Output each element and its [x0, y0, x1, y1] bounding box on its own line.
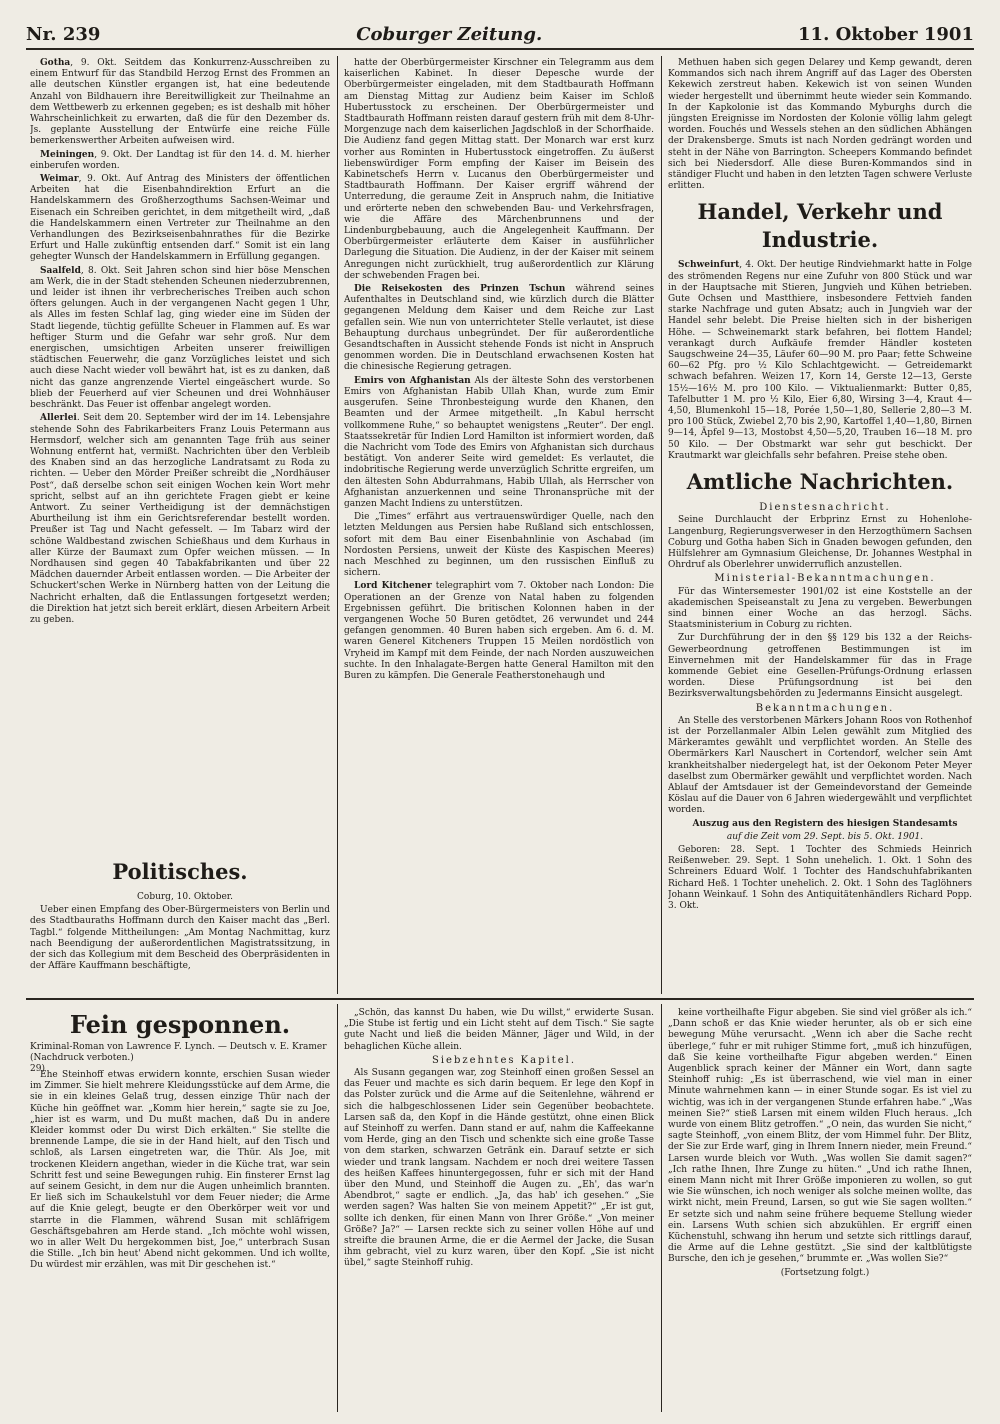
column-divider	[661, 56, 662, 994]
article-boer: Methuen haben sich gegen Delarey und Kemp gewandt, deren Kommandos sich nach ihrem Angriff auf das Lager des Obersten Kekewich zerstreut haben. Kekewich ist von seinen Wunden wieder hergestellt und übernimmt heute wieder sein Kommando. In der Kapkolonie ist das Kommando Myburghs durch die jüngsten Ereignisse im Nordosten der Kolonie völlig lahm gelegt worden. Fouchés und Wessels stehen an den südlichen Abhängen der Drakensberge. Smuts ist nach Norden gedrängt worden und steht in der Nähe von Barrington. Scheepers Kommando befindet sich bei Niedersdorf. Alle diese Buren-Kommandos sind in ständiger Flucht und haben in den letzten Tagen schwere Verluste erlitten.	[668, 58, 972, 192]
ministry-text-1: Für das Wintersemester 1901/02 ist eine Koststelle an der akademischen Speiseanstalt zu Jena zu vergeben. Bewerbungen sind binnen einer Woche an das herzogl. Sächs. Staatsministerium in Coburg zu richten.	[668, 586, 972, 631]
feuilleton-text-2: „Schön, das kannst Du haben, wie Du willst,“ erwiderte Susan. „Die Stube ist fertig und ein Licht steht auf dem Tisch.“ Sie sagte gute Nacht und ließ die beiden Männer, Jäger und Wild, in der behaglichen Küche allein.	[344, 1008, 654, 1052]
article-allerlei: Allerlei. Seit dem 20. September wird der im 14. Lebensjahre stehende Sohn des Fabrikarbeiters Franz Louis Petermann aus Hermsdorf, welcher sich am genannten Tage früh aus seiner Wohnung entfernt hat, vermißt. Nachrichten über den Verbleib des Knaben sind an das herzogliche Landratsamt zu Roda zu richten. — Ueber den Mörder Preißer schreibt die „Nordhäuser Post“, daß derselbe schon seit einigen Wochen kein Wort mehr spricht, selbst auf an ihn gerichtete Fragen giebt er keine Antwort. Zu seiner Vertheidigung ist der demnächstigen Aburtheilung ist ihm ein Gerichtsreferendar bestellt worden. Preußer ist Tag und Nacht gefesselt. — Im Tabarz wird der schöne Waldbestand zwischen Schießhaus und dem Kurhaus in aller Kürze der Baumaxt zum Opfer weichen müssen. — In Nordhausen sind gegen 40 Tabakfabrikanten und über 22 Mädchen dauernder Arbeit entlassen worden. — Die Arbeiter der Schuckert'schen Werke in Nürnberg hatten von der Leitung die Nachricht erhalten, daß die Entlassungen fortgesetzt werden; die Direktion hat jetzt sich bereit erklärt, diesen Arbeitern Arbeit zu geben.	[30, 413, 330, 625]
chapter-title: Siebzehntes Kapitel.	[431, 1054, 577, 1066]
article-tschun: Die Reisekosten des Prinzen Tschun während seines Aufenthaltes in Deutschland sind, wie kürzlich durch die Blätter gegangenen Meldung dem Kaiser und dem Reiche zur Last gefallen sein. Wie nun von unterrichteter Stelle verlautet, ist diese Behauptung durchaus unbegründet. Der für außerordentliche Gesandtschaften in Aussicht stehende Fonds ist nicht in Anspruch genommen worden. Die in Deutschland erwachsenen Kosten hat die chinesische Regierung getragen.	[344, 284, 654, 373]
ministry-text-2: Zur Durchführung der in den §§ 129 bis 132 a der Reichs-Gewerbeordnung getroffenen Bestimmungen ist im Einvernehmen mit der Handelskammer für das in Frage kommende Gebiet eine Gesellen-Prüfungs-Ordnung erlassen worden. Diese Prüfungsordnung ist bei den Bezirksverwaltungsbehörden zu Jedermanns Einsicht ausgelegt.	[668, 633, 972, 700]
issue-number: Nr. 239	[26, 23, 101, 45]
article-kitchener: Lord Kitchener telegraphirt vom 7. Oktober nach London: Die Operationen an der Grenze von Natal haben zu folgenden Ergebnissen geführt. Die britischen Kolonnen haben in der vergangenen Woche 50 Buren getödtet, 26 verwundet und 244 gefangen genommen. 40 Buren haben sich ergeben. Am 6. d. M. waren Generel Kitcheners Truppen 15 Meilen nordöstlich von Vryheid im Kampf mit dem Feinde, der nach Norden auszuweichen suchte. In den Inhalagate-Bergen hatte General Hamilton mit den Buren zu kämpfen. Die Generale Featherstonehaugh und	[344, 581, 654, 681]
notice-title: Bekanntmachungen.	[755, 702, 895, 714]
installment-number: 29)	[30, 1064, 45, 1074]
feuilleton-byline: Kriminal-Roman von Lawrence F. Lynch. — Deutsch v. E. Kramer (Nachdruck verboten.) 29)	[30, 1042, 330, 1075]
article-afghanistan: Emirs von Afghanistan Als der älteste Sohn des verstorbenen Emirs von Afghanistan Habib Ullah Khan, wurde zum Emir ausgerufen. Seine Thronbesteigung wurde den Khanen, den Beamten und der Armee mitgetheilt. „In Kabul herrscht vollkommene Ruhe,“ so behauptet wenigstens „Reuter“. Der engl. Staatssekretär für Indien Lord Hamilton ist informiert worden, daß die Nachricht vom Tode des Emirs von Afghanistan sich durchaus bestätigt. Von anderer Seite wird gemeldet: Es verlautet, die indobritische Regierung werde unverzüglich Schritte ergreifen, um den ältesten Sohn Abdurrahmans, Habib Ullah, als Herrscher von Afghanistan anzuerkennen und seine Thronansprüche mit der ganzen Macht Indiens zu unterstützen.	[344, 375, 654, 509]
politics-dateline: Coburg, 10. Oktober.	[137, 892, 233, 902]
notice-text: An Stelle des verstorbenen Märkers Johann Roos von Rothenhof ist der Porzellanmaler Albin Lelen gewählt zum Mitglied des Märkeramtes gewählt und verpflichtet worden. An Stelle des Obermärkers Karl Nauschert in Cortendorf, welcher sein Amt krankheitshalber niedergelegt hat, ist der Oekonom Peter Meyer daselbst zum Obermärker gewählt und verpflichtet worden. Nach Ablauf der Amtsdauer ist der Gemeindevorstand der Gemeinde Köslau auf die Dauer von 6 Jahren wiedergewählt und verpflichtet worden.	[668, 715, 972, 816]
feuilleton-text-3: keine vortheilhafte Figur abgeben. Sie sind viel größer als ich.“ „Dann schoß er das Knie wieder herunter, als ob er sich eine bewegung Mühe verursacht. „Wenn ich aber die Sache recht überlege,“ fuhr er mit ruhiger Stimme fort, „muß ich hinzufügen, daß Sie keine vortheilhafte Figur abgeben werden.“ Einen Augenblick sprach keiner der Männer ein Wort, dann sagte Steinhoff ruhig: „Es ist überraschend, wie viel man in einer Minute wahrnehmen kann — in einer Stunde sogar. Es ist viel zu wichtig, was ich in der vergangenen Stunde erfahren habe.“ „Was meinen Sie?“ stieß Larsen mit einem wilden Fluch heraus. „Ich wurde von einem Blitz getroffen.“ „O nein, das wurden Sie nicht,“ sagte Steinhoff, „von einem Blitz, der vom Himmel fuhr. Der Blitz, der Sie zur Erde warf, ging in Ihrem Innern nieder, mein Freund.“ Larsen wurde bleich vor Wuth. „Was wollen Sie damit sagen?“ „Ich rathe Ihnen, Ihre Zunge zu hüten.“ „Und ich rathe Ihnen, einem Mann nicht mit Ihrer Größe imponieren zu wollen, so gut wie Sie wünschen, ich noch weniger als solche meinen wollte, das wirkt nicht, mein Freund, Larsen, so gut wie Sie sagen wollten.“ Er setzte sich und nahm seine frühere bequeme Stellung wieder ein. Larsens Wuth schien sich abzukühlen. Er ergriff einen Küchenstuhl, schwang ihn herum und setzte sich rittlings darauf, die Arme auf die Lehne gestützt. „Sie sind der kaltblütigste Bursche, den ich je gesehen,“ brummte er. „Was wollen Sie?“	[668, 1008, 972, 1265]
column-3	[668, 58, 972, 992]
article-schweinfurt: Schweinfurt, 4. Okt. Der heutige Rindviehmarkt hatte in Folge des strömenden Regens nur eine Zufuhr von 800 Stück und war in der Hauptsache mit Stieren, Jungvieh und Kühen betrieben. Gute Ochsen und Mastthiere, insbesondere Fettvieh fanden starke Nachfrage und guten Absatz; auch in Jungvieh war der Handel sehr belebt. Die Preise hielten sich in der bisherigen Höhe. — Schweinemarkt stark befahren, bei flottem Handel; verankagt durch Aufkäufe fremder Händler kosteten Saugschweine 24—35, Läufer 60—90 M. pro Paar; fette Schweine 60—62 Pfg. pro ½ Kilo Schlachtgewicht. — Getreidemarkt schwach befahren. Weizen 17, Korn 14, Gerste 12—13, Gerste 15½—16½ M. pro 100 Kilo. — Viktualienmarkt: Butter 0,85, Tafelbutter 1 M. pro ½ Kilo, Eier 6,80, Wirsing 3—4, Kraut 4—4,50, Blumenkohl 15—18, Porée 1,50—1,80, Sellerie 2,80—3 M. pro 100 Stück, Zwiebel 2,70 bis 2,90, Kartoffel 1,40—1,80, Birnen 9—14, Äpfel 9—13, Mostobst 4,50—5,20, Trauben 16—18 M. pro 50 Kilo. — Der Obstmarkt war sehr gut beschickt. Der Krautmarkt war gleichfalls sehr befahren. Preise stehe oben.	[668, 260, 972, 461]
column-divider	[337, 1004, 338, 1412]
page-header	[26, 20, 974, 50]
register-title: Auszug aus den Registern des hiesigen Standesamts	[692, 818, 958, 829]
official-title: Amtliche Nachrichten.	[686, 469, 954, 495]
ministry-title: Ministerial-Bekanntmachungen.	[714, 573, 936, 585]
politics-section	[30, 852, 330, 992]
feuilleton-column-3	[668, 1008, 972, 1410]
service-title: Dienstesnachricht.	[759, 502, 891, 514]
register-text: Geboren: 28. Sept. 1 Tochter des Schmieds Heinrich Reißenweber. 29. Sept. 1 Sohn unehelich. 1. Okt. 1 Sohn des Schreiners Eduard Wolf. 1 Tochter des Handschuhfabrikanten Richard Heß. 1 Tochter unehelich. 2. Okt. 1 Sohn des Taglöhners Johann Weinkauf. 1 Sohn des Antiquitätenhändlers Richard Popp. 3. Okt.	[668, 844, 972, 911]
article-persia: Die „Times“ erfährt aus vertrauenswürdiger Quelle, nach den letzten Meldungen aus Persien habe Rußland sich entschlossen, sofort mit dem Bau einer Eisenbahnlinie von Aschabad (im Nordosten Persiens, unweit der Küste des Kaspischen Meeres) nach Meschhed zu beginnen, um den russischen Einfluß zu sichern.	[344, 512, 654, 579]
article-saalfeld: Saalfeld, 8. Okt. Seit Jahren schon sind hier böse Menschen am Werk, die in der Stadt stehenden Scheunen niederzubrennen, und leider ist ihnen ihr verbrecherisches Treiben auch schon öfters gelungen. Auch in der vergangenen Nacht gegen 1 Uhr, als Alles im festen Schlaf lag, ging wieder eine im Süden der Stadt liegende, tüchtig gefüllte Scheuer in Flammen auf. Es war heftiger Sturm und die Gefahr war sehr groß. Nur dem energischen, umsichtigen Arbeiten unserer freiwilligen städtischen Feuerwehr, die ganz Vorzügliches leistet und sich auch diese Nacht wieder voll bewährt hat, ist es zu danken, daß nicht das ganze angrenzende Viertel eingeäschert wurde. So blieb der Feuerherd auf vier Scheunen und drei Wohnhäuser beschränkt. Das Feuer ist offenbar angelegt worden.	[30, 265, 330, 411]
article-audience: hatte der Oberbürgermeister Kirschner ein Telegramm aus dem kaiserlichen Kabinet. In dieser Depesche wurde der Oberbürgermeister eingeladen, mit dem Stadtbaurath Hoffmann am Dienstag Mittag zur Audienz beim Kaiser im Schloß Hubertusstock zu erscheinen. Der Oberbürgermeister und Stadtbaurath Hoffmann reisten darauf gestern früh mit dem 8-Uhr-Morgenzuge nach dem kaiserlichen Jagdschloß in der Schorfhaide. Die Audienz fand gegen Mittag statt. Der Monarch war erst kurz vorher aus Rominten in Hubertusstock eingetroffen. Zu äußerst liebenswürdiger Form empfing der Kaiser im Beisein des Kabinetschefs Herrn v. Lucanus den Oberbürgermeister und Stadtbaurath Hoffmann. Der Kaiser ergriff während der Unterredung, die geraume Zeit in Anspruch nahm, die Initiative und erörterte neben den schwebenden Bau- und Verkehrsfragen, wie die Affäre des Märchenbrunnens und der Lindenburgbebauung, auch die Angelegenheit Kauffmann. Der Oberbürgermeister erläuterte dem Kaiser in ausführlicher Darlegung die Situation. Die Audienz, in der der Kaiser mit seinem Anregungen nicht zurückhielt, trug außerordentlich zur Klärung der schwebenden Fragen bei.	[344, 58, 654, 281]
feuilleton-rule	[26, 998, 974, 1000]
column-2	[344, 58, 654, 992]
article-weimar: Weimar, 9. Okt. Auf Antrag des Ministers der öffentlichen Arbeiten hat die Eisenbahndirektion Erfurt an die Handelskammern des Großherzogthums Sachsen-Weimar und Eisenach ein Schreiben gerichtet, in dem mitgetheilt wird, „daß die Handelskammern einen Vertreter zur Theilnahme an den Verhandlungen des Bezirkseisenbahnrathes für die Bezirke Erfurt und Halle zukünftig entsenden darf.“ Somit ist ein lang gehegter Wunsch der Handelskammern in Erfüllung gegangen.	[30, 174, 330, 263]
feuilleton-column-1	[30, 1070, 330, 1410]
feuilleton-text-2b: Als Susann gegangen war, zog Steinhoff einen großen Sessel an das Feuer und machte es sich darin bequem. Er lege den Kopf in das Polster zurück und die Arme auf die Seitenlehne, während er sich die halbgeschlossenen Lider sein Gegenüber beobachtete. Larsen saß da, den Kopf in die Hände gestützt, ohne einen Blick auf Steinhoff zu werfen. Dann stand er auf, nahm die Kaffeekanne vom Herde, ging an den Tisch und schenkte sich eine große Tasse von dem starken, schwarzen Getränk ein. Darauf setzte er sich wieder und trank langsam. Nachdem er noch drei weitere Tassen des heißen Kaffees hinuntergegossen, fuhr er sich mit der Hand über den Mund, und Steinhoff die Augen zu. „Eh', das war'n Abendbrot,“ sagte er endlich. „Ja, das hab' ich gesehen.“ „Sie werden sagen? Was halten Sie von meinem Appetit?“ „Er ist gut, sollte ich denken, für einen Mann von Ihrer Größe.“ „Von meiner Größe? Ja?“ — Larsen reckte sich zu seiner vollen Höhe auf und streifte die braunen Arme, die er die Aermel der Jacke, die Susan ihm gebracht, viel zu kurz waren, über den Kopf. „Sie ist nicht übel,“ sagte Steinhoff ruhig.	[344, 1068, 654, 1269]
politics-text: Ueber einen Empfang des Ober-Bürgermeisters von Berlin und des Stadtbauraths Hoffmann durch den Kaiser macht das „Berl. Tagbl.“ folgende Mittheilungen: „Am Montag Nachmittag, kurz nach Beendigung der außerordentlichen Magistratssitzung, in der sich das Kollegium mit dem Bescheid des Oberpräsidenten in der Affäre Kauffmann beschäftigte,	[30, 905, 330, 972]
register-subtitle: auf die Zeit vom 29. Sept. bis 5. Okt. 1901.	[726, 831, 924, 842]
feuilleton-text-1: Ehe Steinhoff etwas erwidern konnte, erschien Susan wieder im Zimmer. Sie hielt mehrere Kleidungsstücke auf dem Arme, die sie in ein kleines Gelaß trug, dessen einzige Thür nach der Küche hin geöffnet war. „Komm hier herein,“ sagte sie zu Joe, „hier ist es warm, und Du mußt machen, daß Du in andere Kleider kommst oder Du wirst Dich erkälten.“ Sie stellte die brennende Lampe, die sie in der Hand hielt, auf den Tisch und schloß, als Larsen eingetreten war, die Thür. Als Joe, mit trockenen Kleidern angethan, wieder in die Küche trat, war sein Schritt fest und seine Bewegungen ruhig. Ein finsterer Ernst lag auf seinem Gesicht, in dem nur die Augen unheimlich brannten. Er ließ sich im Schaukelstuhl vor dem Feuer nieder; die Arme auf die Knie gelegt, beugte er den Oberkörper weit vor und starrte in die Flammen, während Susan mit schläfrigem Geschäftsgebahren am Herde stand. „Ich möchte wohl wissen, wo in aller Welt Du hergekommen bist, Joe,“ unterbrach Susan die Stille. „Ich bin heut' Abend nicht gekommen. Und ich wollte, Du würdest mir erzählen, was mit Dir geschehen ist.“	[30, 1070, 330, 1271]
feuilleton-column-2	[344, 1008, 654, 1410]
article-meiningen: Meiningen, 9. Okt. Der Landtag ist für den 14. d. M. hierher einberufen worden.	[30, 149, 330, 171]
column-divider	[337, 56, 338, 994]
column-divider	[661, 1004, 662, 1412]
issue-date: 11. Oktober 1901	[798, 23, 974, 45]
feuilleton-title: Fein gesponnen.	[69, 1010, 291, 1039]
politics-title: Politisches.	[112, 859, 248, 884]
continued-note: (Fortsetzung folgt.)	[780, 1267, 870, 1278]
service-text: Seine Durchlaucht der Erbprinz Ernst zu Hohenlohe-Langenburg, Regierungsverweser in den Herzogthümern Sachsen Coburg und Gotha haben Sich in Gnaden bewogen gefunden, den Hülfslehrer am Gymnasium Gleichense, Dr. Johannes Westphal in Ohrdruf als Oberlehrer unwiderruflich anzustellen.	[668, 515, 972, 571]
column-1	[30, 58, 330, 848]
article-gotha: Gotha, 9. Okt. Seitdem das Konkurrenz-Ausschreiben zu einem Entwurf für das Standbild Herzog Ernst des Frommen an alle deutschen Künstler ergangen ist, hat eine bedeutende Anzahl von Bildhauern ihre Bereitwilligkeit zur Theilnahme an dem Wettbewerb zu erkennen gegeben; es ist deshalb mit höher Wahrscheinlichkeit zu erwarten, daß die für den Dezember ds. Js. geplante Ausstellung der Entwürfe eine reiche Fülle bemerkenswerther Arbeiten aufweisen wird.	[30, 58, 330, 147]
trade-title: Handel, Verkehr und Industrie.	[697, 199, 943, 253]
masthead: Coburger Zeitung.	[356, 23, 543, 45]
